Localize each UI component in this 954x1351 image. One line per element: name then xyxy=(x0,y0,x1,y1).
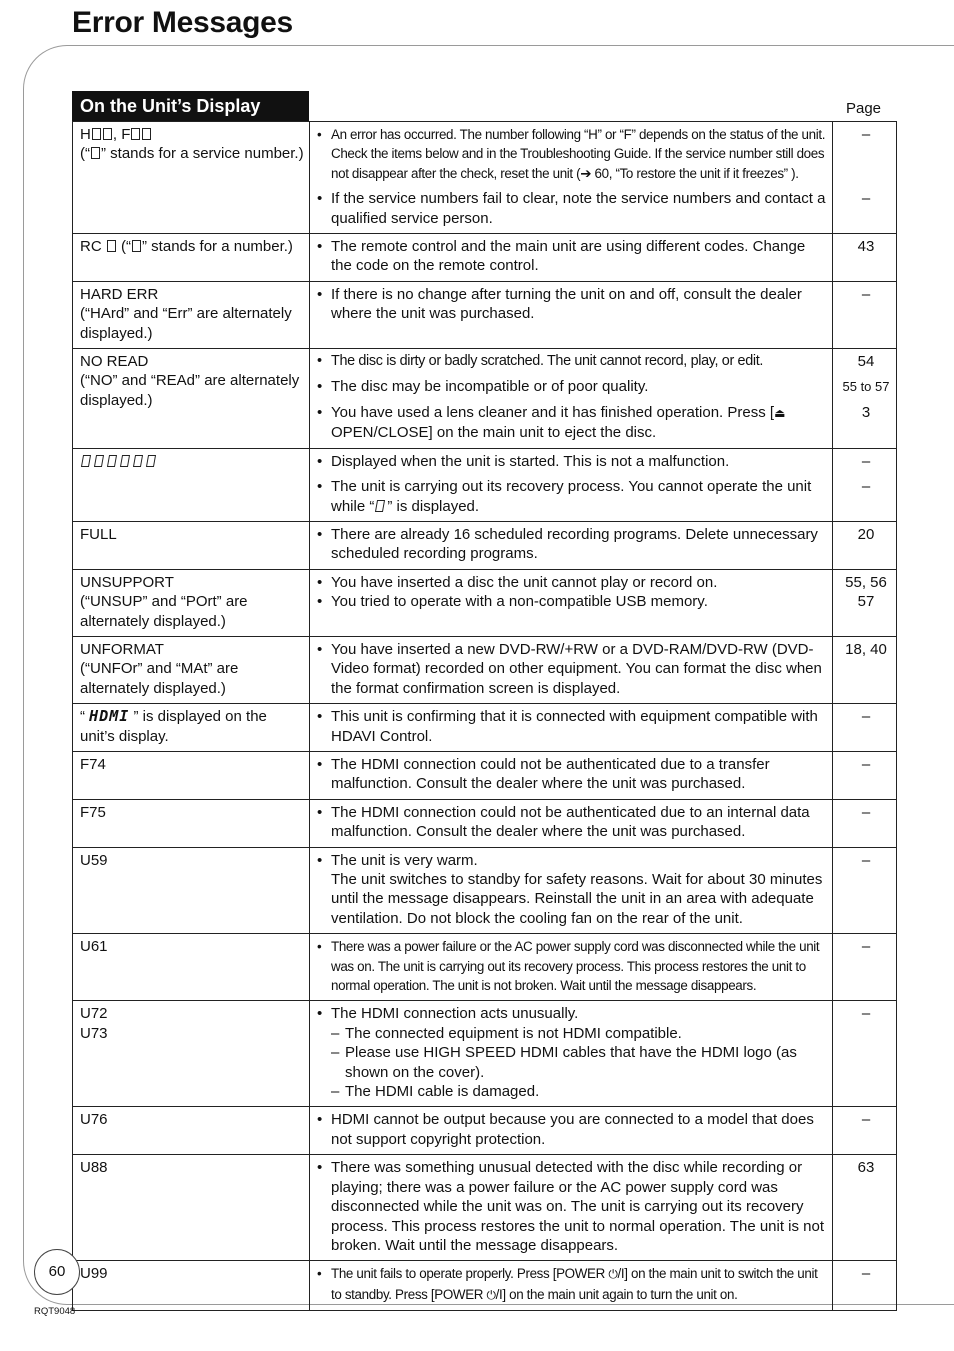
description-cell xyxy=(310,704,833,752)
segment-box-icon xyxy=(120,455,130,467)
description-cell xyxy=(310,636,833,703)
page-reference-cell: – xyxy=(833,281,897,348)
page-reference-cell: – xyxy=(833,751,897,799)
display-message-cell: RC (“ ” stands for a number.) xyxy=(73,234,310,282)
table-row xyxy=(73,636,897,703)
display-message-cell: HARD ERR (“HArd” and “Err” are alternately displayed.) xyxy=(73,281,310,348)
display-message-cell: F74 xyxy=(73,751,310,799)
description-cell xyxy=(310,122,833,234)
document-code: RQT9048 xyxy=(34,1306,76,1317)
description-bullet: • There was a power failure or the AC power supply cord was disconnected while the unit was on. The unit is carrying out its recovery process. This process restores the unit to normal operation. The unit is not broken. Wait until the message disappears. xyxy=(317,937,828,995)
description-cell xyxy=(310,1155,833,1261)
page-reference-cell: – xyxy=(833,847,897,934)
description-bullet: • The disc is dirty or badly scratched. The unit cannot record, play, or edit. xyxy=(317,352,828,371)
description-cell xyxy=(310,799,833,847)
description-bullet: • You have inserted a new DVD-RW/+RW or a DVD-RAM/DVD-RW (DVD-Video format) recorded on other equipment. You can format the disc when the format confirmation screen is displayed. xyxy=(317,640,828,698)
table-row xyxy=(73,704,897,752)
table-row xyxy=(73,934,897,1001)
page-reference-cell: 43 xyxy=(833,234,897,282)
description-cell xyxy=(310,934,833,1001)
description-bullet: • HDMI cannot be output because you are connected to a model that does not support copyright protection. xyxy=(317,1110,828,1149)
description-bullet: • The disc may be incompatible or of poor quality. xyxy=(317,377,828,396)
segment-box-icon xyxy=(133,455,143,467)
page-reference-cell: 63 xyxy=(833,1155,897,1261)
display-message-cell: U72 U73 xyxy=(73,1001,310,1107)
description-bullet: • An error has occurred. The number following “H” or “F” depends on the status of the unit. Check the items below and in the Troubleshooting Guide. If the service number still does not disappear after the check, reset the unit (➔ 60, “To restore the unit if it freezes” ). xyxy=(317,125,828,183)
page-reference-cell: 55, 56 57 xyxy=(833,569,897,636)
page-reference-cell: – xyxy=(833,704,897,752)
description-cell xyxy=(310,569,833,636)
sub-item: – The connected equipment is not HDMI compatible. xyxy=(331,1024,828,1043)
page-reference-cell: – xyxy=(833,934,897,1001)
table-row xyxy=(73,234,897,282)
segment-box-icon xyxy=(103,128,112,140)
page-reference-cell: – xyxy=(833,1001,897,1107)
display-message-cell: U59 xyxy=(73,847,310,934)
display-message-cell: U76 xyxy=(73,1107,310,1155)
page-title: Error Messages xyxy=(72,6,293,39)
display-message-cell: F75 xyxy=(73,799,310,847)
display-message-cell: UNFORMAT (“UNFOr” and “MAt” are alternately displayed.) xyxy=(73,636,310,703)
display-message-cell: UNSUPPORT (“UNSUP” and “POrt” are alternately displayed.) xyxy=(73,569,310,636)
display-message-cell: FULL xyxy=(73,521,310,569)
page-column-header: Page xyxy=(845,100,882,117)
table-row xyxy=(73,281,897,348)
table-row xyxy=(73,751,897,799)
table-row xyxy=(73,1107,897,1155)
display-message-cell xyxy=(73,448,310,521)
display-message-cell: U88 xyxy=(73,1155,310,1261)
table-row xyxy=(73,569,897,636)
display-message-cell: “ HDMI ” is displayed on the unit’s display. xyxy=(73,704,310,752)
segment-box-icon xyxy=(94,455,104,467)
display-message-cell: U99 xyxy=(73,1261,310,1311)
description-bullet: • The unit fails to operate properly. Press [POWER ⏻/I] on the main unit to switch the unit to standby. Press [POWER ⏻/I] on the main unit again to turn the unit on. xyxy=(317,1264,828,1305)
table-row xyxy=(73,349,897,449)
description-bullet: • The HDMI connection acts unusually. – The connected equipment is not HDMI compatible. – Please use HIGH SPEED HDMI cables that have the HDMI logo (as shown on the cover). – The HDMI cable is damaged. xyxy=(317,1004,828,1101)
description-bullet: • The unit is carrying out its recovery process. You cannot operate the unit while “ ” is displayed. xyxy=(317,477,828,516)
table-row xyxy=(73,1155,897,1261)
description-cell xyxy=(310,521,833,569)
display-message-cell: H , F (“ ” stands for a service number.) xyxy=(73,122,310,234)
table-row xyxy=(73,448,897,521)
page-reference-cell: 18, 40 xyxy=(833,636,897,703)
description-cell xyxy=(310,234,833,282)
description-bullet: • There was something unusual detected with the disc while recording or playing; there was a power failure or the AC power supply cord was disconnected while the unit was on. The unit is carrying out its recovery process. This process restores the unit to normal operation. The unit is not broken. Wait until the message disappears. xyxy=(317,1158,828,1255)
page-number: 60 xyxy=(34,1249,80,1295)
power-icon: ⏻ xyxy=(608,1267,618,1282)
display-message-cell: U61 xyxy=(73,934,310,1001)
table-row xyxy=(73,122,897,234)
table-row xyxy=(73,1001,897,1107)
page-reference-cell: – xyxy=(833,1261,897,1311)
description-cell xyxy=(310,847,833,934)
hdmi-segment-display: HDMI xyxy=(89,707,130,726)
description-bullet: • You have used a lens cleaner and it has finished operation. Press [⏏ OPEN/CLOSE] on the main unit to eject the disc. xyxy=(317,403,828,443)
display-message-cell: NO READ (“NO” and “REAd” are alternately displayed.) xyxy=(73,349,310,449)
table-row xyxy=(73,799,897,847)
segment-box-icon xyxy=(91,147,100,159)
page-reference-cell: – xyxy=(833,1107,897,1155)
section-title: On the Unit’s Display xyxy=(72,91,309,121)
eject-icon: ⏏ xyxy=(774,405,786,420)
description-cell xyxy=(310,1001,833,1107)
page-reference-cell: – – xyxy=(833,122,897,234)
description-bullet: • If there is no change after turning the unit on and off, consult the dealer where the unit was purchased. xyxy=(317,285,828,324)
description-cell xyxy=(310,448,833,521)
description-bullet: • You tried to operate with a non-compatible USB memory. xyxy=(317,592,828,611)
page-reference-cell: 54 55 to 57 3 xyxy=(833,349,897,449)
page-reference-cell: – xyxy=(833,799,897,847)
segment-box-icon xyxy=(81,455,91,467)
segment-box-icon xyxy=(107,455,117,467)
table-row xyxy=(73,521,897,569)
sub-item: – The HDMI cable is damaged. xyxy=(331,1082,828,1101)
arrow-right-icon: ➔ xyxy=(580,165,592,181)
description-bullet: • Displayed when the unit is started. This is not a malfunction. xyxy=(317,452,828,471)
description-cell xyxy=(310,751,833,799)
description-bullet: • The HDMI connection could not be authenticated due to a transfer malfunction. Consult the dealer where the unit was purchased. xyxy=(317,755,828,794)
table-row xyxy=(73,847,897,934)
description-bullet: • The remote control and the main unit are using different codes. Change the code on the remote control. xyxy=(317,237,828,276)
description-bullet: • The unit is very warm. The unit switches to standby for safety reasons. Wait for about 30 minutes until the message disappears. Reinstall the unit in an area with adequate ventilation. Do not block the cooling fan on the rear of the unit. xyxy=(317,851,828,929)
description-bullet: • If the service numbers fail to clear, note the service numbers and contact a qualified service person. xyxy=(317,189,828,228)
page-reference-cell: 20 xyxy=(833,521,897,569)
description-cell xyxy=(310,349,833,449)
table-row xyxy=(73,1261,897,1311)
sub-item: – Please use HIGH SPEED HDMI cables that have the HDMI logo (as shown on the cover). xyxy=(331,1043,828,1082)
segment-box-icon xyxy=(92,128,101,140)
segment-box-icon xyxy=(375,500,385,512)
description-cell xyxy=(310,1261,833,1311)
description-bullet: • This unit is confirming that it is connected with equipment compatible with HDAVI Control. xyxy=(317,707,828,746)
power-icon: ⏻ xyxy=(486,1287,496,1302)
description-cell xyxy=(310,1107,833,1155)
segment-box-icon xyxy=(146,455,156,467)
description-cell xyxy=(310,281,833,348)
description-bullet: • The HDMI connection could not be authenticated due to an internal data malfunction. Consult the dealer where the unit was purchased. xyxy=(317,803,828,842)
description-bullet: • You have inserted a disc the unit cannot play or record on. xyxy=(317,573,828,592)
error-messages-table xyxy=(72,121,897,1311)
segment-box-icon xyxy=(142,128,151,140)
segment-box-icon xyxy=(132,240,141,252)
segment-box-icon xyxy=(131,128,140,140)
description-bullet: • There are already 16 scheduled recording programs. Delete unnecessary scheduled recording programs. xyxy=(317,525,828,564)
segment-box-icon xyxy=(107,240,116,252)
page-reference-cell: – – xyxy=(833,448,897,521)
